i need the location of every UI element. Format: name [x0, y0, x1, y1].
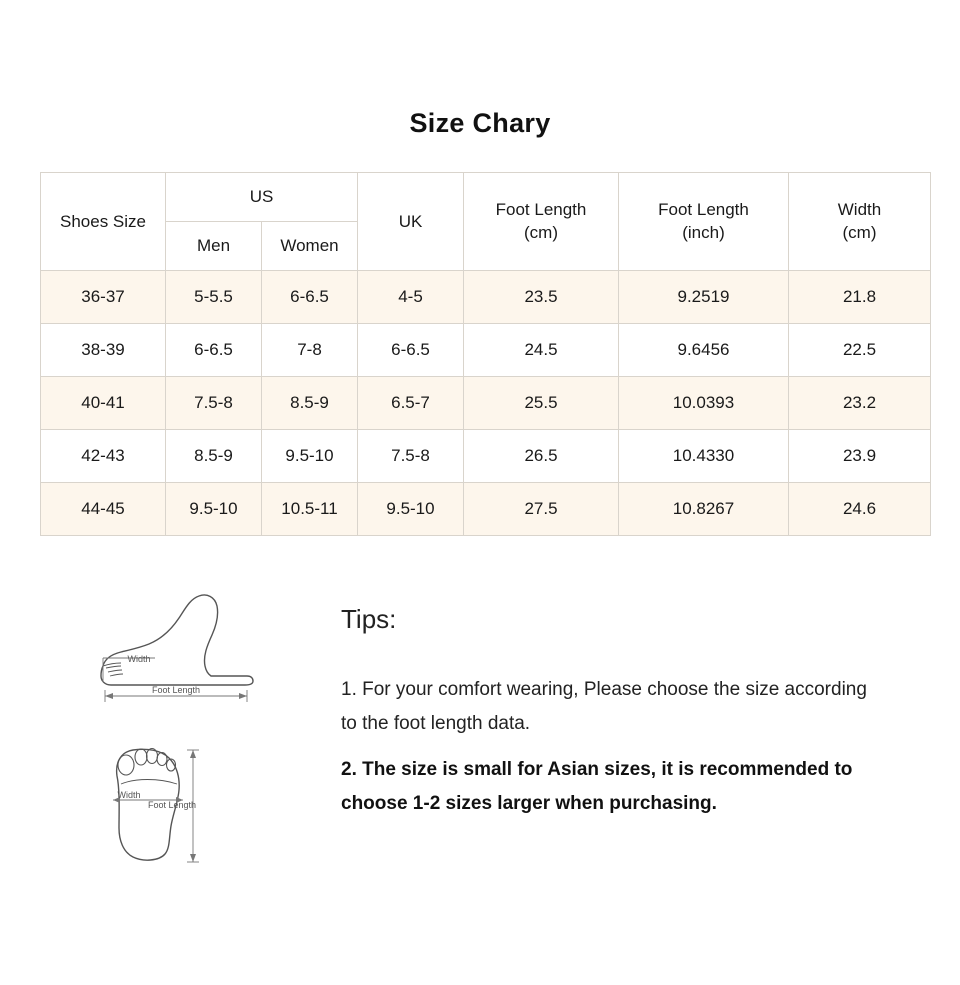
table-body — [41, 271, 931, 536]
cell-us-men: 6-6.5 — [166, 324, 262, 377]
cell-shoes-size: 44-45 — [41, 483, 166, 536]
header-width-cm-line1: Width — [837, 199, 882, 219]
cell-foot-length-inch: 10.8267 — [619, 483, 789, 536]
side-view-foot-length-label: Foot Length — [151, 685, 201, 695]
header-us-women: Women — [262, 222, 358, 271]
table-row — [41, 430, 931, 483]
cell-foot-length-cm: 24.5 — [464, 324, 619, 377]
cell-us-women: 6-6.5 — [262, 271, 358, 324]
tips-item-2: 2. The size is small for Asian sizes, it is recommended to choose 1-2 sizes larger when purchasing. — [341, 759, 853, 815]
header-foot-length-inch-line1: Foot Length — [658, 199, 749, 219]
cell-uk: 6-6.5 — [358, 324, 464, 377]
header-shoes-size: Shoes Size — [41, 173, 166, 271]
cell-width-cm: 23.9 — [789, 430, 931, 483]
cell-foot-length-cm: 23.5 — [464, 271, 619, 324]
cell-shoes-size: 36-37 — [41, 271, 166, 324]
cell-foot-length-inch: 9.6456 — [619, 324, 789, 377]
cell-shoes-size: 42-43 — [41, 430, 166, 483]
cell-uk: 6.5-7 — [358, 377, 464, 430]
cell-us-women: 8.5-9 — [262, 377, 358, 430]
page-title: Size Chary — [409, 108, 551, 138]
cell-uk: 7.5-8 — [358, 430, 464, 483]
tips-item-1: 1. For your comfort wearing, Please choose the size according to the foot length data. — [341, 679, 867, 735]
cell-us-men: 8.5-9 — [166, 430, 262, 483]
header-foot-length-cm-line1: Foot Length — [495, 199, 587, 219]
cell-us-women: 9.5-10 — [262, 430, 358, 483]
cell-foot-length-inch: 9.2519 — [619, 271, 789, 324]
side-view-width-label: Width — [127, 654, 151, 664]
cell-us-women: 10.5-11 — [262, 483, 358, 536]
cell-uk: 4-5 — [358, 271, 464, 324]
header-width-cm-line2: (cm) — [842, 222, 877, 242]
cell-foot-length-cm: 25.5 — [464, 377, 619, 430]
cell-uk: 9.5-10 — [358, 483, 464, 536]
cell-us-men: 7.5-8 — [166, 377, 262, 430]
header-foot-length-inch-line2: (inch) — [682, 222, 725, 242]
header-uk: UK — [358, 173, 464, 271]
header-row-1 — [41, 173, 931, 222]
cell-foot-length-inch: 10.4330 — [619, 430, 789, 483]
header-us-men: Men — [166, 222, 262, 271]
cell-shoes-size: 38-39 — [41, 324, 166, 377]
cell-foot-length-inch: 10.0393 — [619, 377, 789, 430]
size-chart-table — [40, 172, 931, 536]
foot-side-view-diagram — [95, 588, 270, 713]
table-row — [41, 324, 931, 377]
cell-foot-length-cm: 26.5 — [464, 430, 619, 483]
top-view-foot-length-label: Foot Length — [147, 800, 197, 810]
cell-shoes-size: 40-41 — [41, 377, 166, 430]
cell-us-men: 5-5.5 — [166, 271, 262, 324]
cell-foot-length-cm: 27.5 — [464, 483, 619, 536]
table-row — [41, 271, 931, 324]
table-row — [41, 377, 931, 430]
cell-us-men: 9.5-10 — [166, 483, 262, 536]
tips-heading: Tips: — [341, 604, 397, 634]
cell-width-cm: 23.2 — [789, 377, 931, 430]
header-width-cm — [789, 173, 931, 271]
header-us: US — [166, 173, 358, 222]
table-header — [41, 173, 931, 271]
cell-width-cm: 22.5 — [789, 324, 931, 377]
header-foot-length-inch — [619, 173, 789, 271]
cell-width-cm: 21.8 — [789, 271, 931, 324]
foot-top-view-diagram — [95, 740, 210, 875]
header-foot-length-cm-line2: (cm) — [524, 222, 558, 242]
cell-width-cm: 24.6 — [789, 483, 931, 536]
header-foot-length-cm — [464, 173, 619, 271]
table-row — [41, 483, 931, 536]
cell-us-women: 7-8 — [262, 324, 358, 377]
top-view-width-label: Width — [117, 790, 141, 800]
